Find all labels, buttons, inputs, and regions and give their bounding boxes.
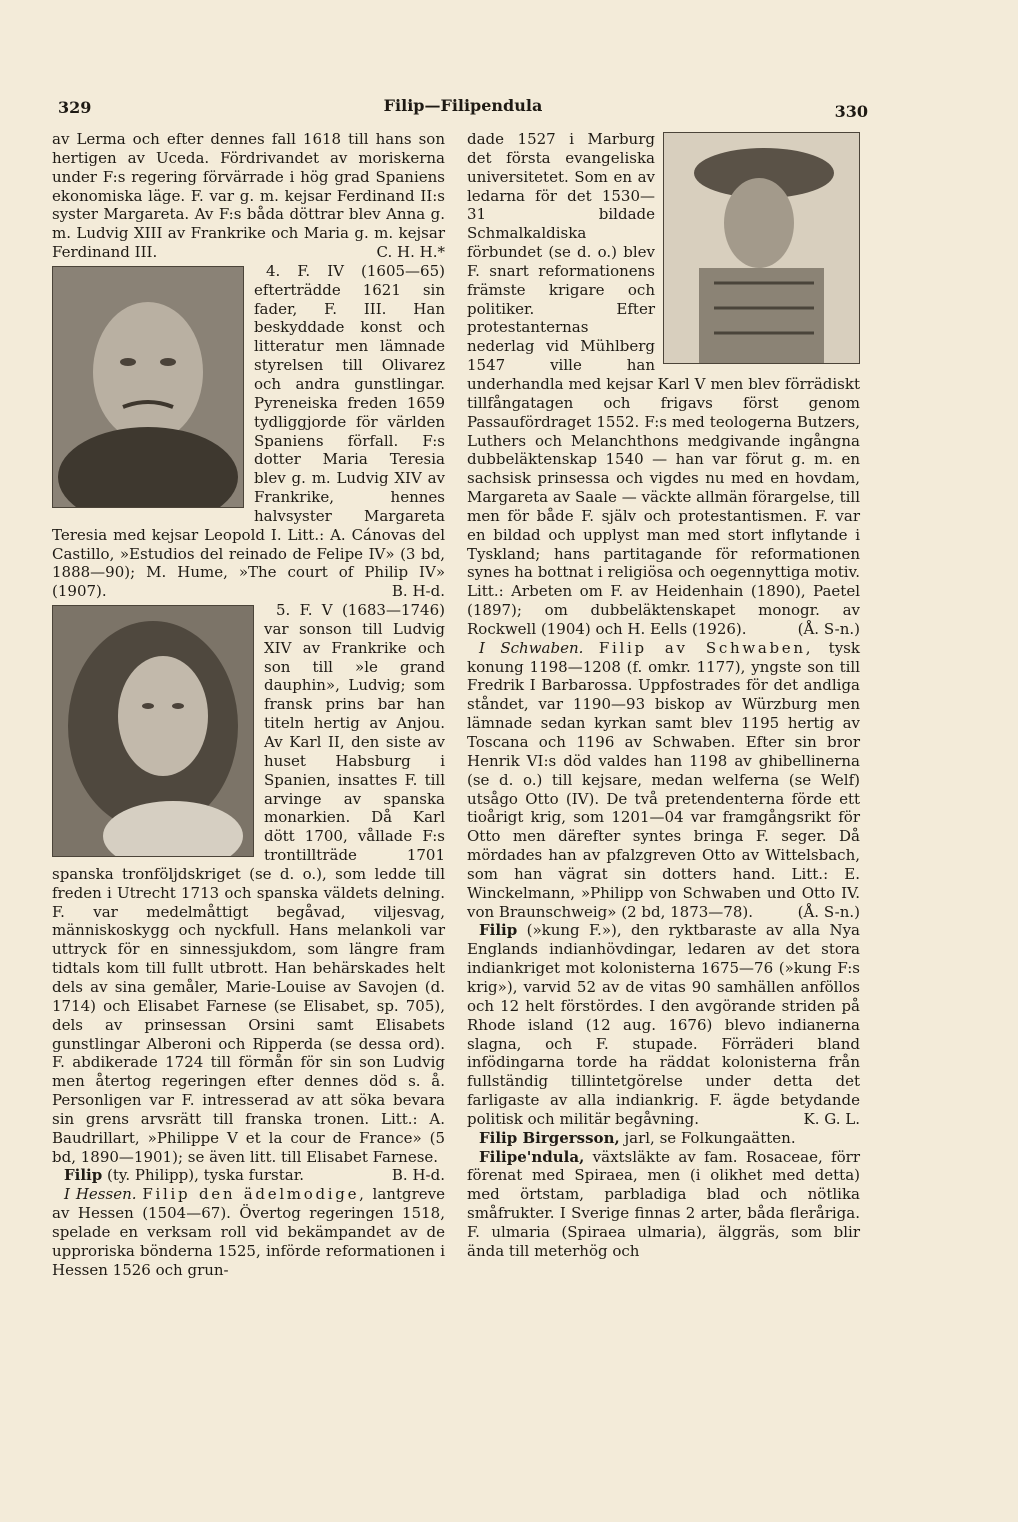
- article-paragraph: 4. F. IV (1605—65) efterträdde 1621 sin fader, F. III. Han beskyddade konst och litteratur men lämnade styrelsen till Olivarez och andra gunstlingar. Pyreneiska freden 1659 tydliggjorde för världen Spaniens förfall. F:s dotter Maria Teresia blev g. m. Ludvig XIV av Frankrike, hennes halvsyster Margareta Teresia med kejsar Leopold I. Litt.: A. Cánovas del Castillo, »Estudios del reinado de Felipe IV» (3 bd, 1888—90); M. Hume, »The court of Philip IV» (1907). B. H-d.: [52, 261, 445, 601]
- page-number-left: 329: [58, 98, 92, 117]
- section-label: I Hessen.: [64, 1185, 137, 1204]
- article-paragraph: 5. F. V (1683—1746) var sonson till Ludvig XIV av Frankrike och son till »le grand dauphin», Ludvig; som fransk prins bar han titeln hertig av Anjou. Av Karl II, den siste av huset Habsburg i Spanien, insattes F. till arvinge av spanska monarkien. Då Karl dött 1700, vållade F:s trontillträde 1701 spanska tronföljdskriget (se d. o.), som ledde till freden i Utrecht 1713 och spanska väldets delning. F. var medelmåttigt begåvad, viljesvag, människoskygg och nyckfull. Hans melankoli var uttryck för en sinnessjukdom, som längre fram tidtals kom till fullt utbrott. Han behärskades helt dels av sina gemåler, Marie-Louise av Savojen (d. 1714) och Elisabet Farnese (se Elisabet, sp. 705), dels av prinsessan Orsini samt Elisabets gunstlingar Alberoni och Ripperda (se dessa ord). F. abdikerade 1724 till förmån för sin son Ludvig men återtog regeringen efter dennes död s. å. Personligen var F. intresserad av att söka bevara sin grens arvsrätt till franska tronen. Litt.: A. Baudrillart, »Philippe V et la cour de France» (5 bd, 1890—1901); se även litt. till Elisabet Farnese. B. H-d.: [52, 601, 445, 1185]
- headword: Filip: [64, 1166, 103, 1185]
- author-signature: B. H-d.: [391, 582, 445, 601]
- entry-filipendula: Filipe'ndula, växtsläkte av fam. Rosaceae, förr förenat med Spiraea, men (i olikhet med detta) med örtstam, parbladiga blad och nötlika småfrukter. I Sverige finnas 2 arter, båda fleråriga. F. ulmaria (Spiraea ulmaria), älggräs, som blir ända till meterhög och: [467, 1147, 860, 1260]
- author-signature: K. G. L.: [803, 1109, 860, 1128]
- author-signature: C. H. H.*: [376, 243, 445, 262]
- portrait-philip-v-image: [52, 605, 254, 857]
- entry-filip-birgersson: Filip Birgersson, jarl, se Folkungaätten.: [479, 1128, 796, 1147]
- author-signature: (Å. S-n.): [797, 619, 860, 638]
- entry-king-philip: Filip (»kung F.»), den ryktbaraste av alla Nya Englands indianhövdingar, ledaren av det stora indiankriget mot kolonisterna 1675—76 (»kung F:s krig»), varvid 52 av de vitas 90 samhällen anföllos och 12 helt förstördes. I den avgörande striden på Rhode island (12 aug. 1676) blevo indianerna slagna, och F. stupade. Förräderi bland infödingarna torde ha räddat kolonisterna från fullständig tillintetgörelse under detta det farligaste av alla indiankrig. F. ägde betydande politisk och militär begåvning. K. G. L.: [467, 921, 860, 1128]
- entry-name: Filip av Schwaben,: [598, 638, 814, 657]
- headword: Filipe'ndula,: [479, 1147, 585, 1166]
- portrait-philip-iv-image: [52, 266, 244, 508]
- portrait-philip-hessen-engraving: [663, 132, 860, 364]
- page-header: [58, 96, 868, 120]
- entry-filip-hessen: I Hessen. Filip den ädelmodige, lantgreve av Hessen (1504—67). Övertog regeringen 1518, spelade en verksam roll vid bekämpandet av de upproriska bönderna 1525, införde reformationen i Hessen 1526 och grun-: [52, 1185, 445, 1279]
- left-column: [52, 130, 445, 1279]
- entry-filip-schwaben: I Schwaben. Filip av Schwaben, tysk konung 1198—1208 (f. omkr. 1177), yngste son till Fredrik I Barbarossa. Uppfostrades för det andliga ståndet, var 1190—93 biskop av Würzburg men lämnade sedan kyrkan samt blev 1195 hertig av Toscana och 1196 av Schwaben. Efter sin bror Henrik VI:s död valdes han 1198 av ghibellinerna (se d. o.) till kejsare, medan welferna (se Welf) utsågo Otto (IV). De två pretendenterna förde ett tioårigt krig, som 1201—04 var framgångsrikt för Otto men därefter syntes bringa F. seger. Då mördades han av pfalzgreven Otto av Wittelsbach, som han vägrat sin dotters hand. Litt.: E. Winckelmann, »Philipp von Schwaben und Otto IV. von Braunschweig» (2 bd, 1873—78). (Å. S-n.): [467, 638, 860, 921]
- author-signature: (Å. S-n.): [797, 902, 860, 921]
- entry-name: Filip den ädelmodige,: [142, 1185, 367, 1204]
- entry-filip-german-princes: Filip (ty. Philipp), tyska furstar.: [64, 1166, 304, 1185]
- headword: Filip: [479, 921, 518, 940]
- running-title: Filip—Filipendula: [383, 96, 543, 115]
- article-paragraph: dade 1527 i Marburg det första evangeliska universitetet. Som en av ledarna för det 1530—31 bildade Schmalkaldiska förbundet (se d. o.) blev F. snart reformationens främste krigare och politiker. Efter protestanternas nederlag vid Mühlberg 1547 ville han underhandla med kejsar Karl V men blev förrädiskt tillfångatagen och frigavs först genom Passaufördraget 1552. F:s med teologerna Butzers, Luthers och Melanchthons medgivande ingångna dubbeläktenskap 1540 — han var förut g. m. en sachsisk prinsessa och vigdes nu med en hovdam, Margareta av Saale — väckte allmän förargelse, till men för både F. själv och protestantismen. F. var en bildad och upplyst man med stort inflytande i Tyskland; hans partitagande för reformationen synes ha bottnat i religiösa och oegennyttiga motiv. Litt.: Arbeten om F. av Heidenhain (1890), Paetel (1897); om dubbeläktenskapet monogr. av Rockwell (1904) och H. Eells (1926). (Å. S-n.): [467, 130, 860, 638]
- section-label: I Schwaben.: [479, 638, 584, 657]
- article-paragraph: av Lerma och efter dennes fall 1618 till hans son hertigen av Uceda. Fördrivandet av moriskerna under F:s regering förvärrade i hög grad Spaniens ekonomiska läge. F. var g. m. kejsar Ferdinand II:s syster Margareta. Av F:s båda döttrar blev Anna g. m. Ludvig XIII av Frankrike och Maria g. m. kejsar Ferdinand III. C. H. H.*: [52, 130, 445, 262]
- headword: Filip Birgersson,: [479, 1128, 620, 1147]
- page-number-right: 330: [834, 102, 868, 121]
- author-signature: B. H-d.: [391, 1166, 445, 1185]
- right-column: [467, 130, 860, 1261]
